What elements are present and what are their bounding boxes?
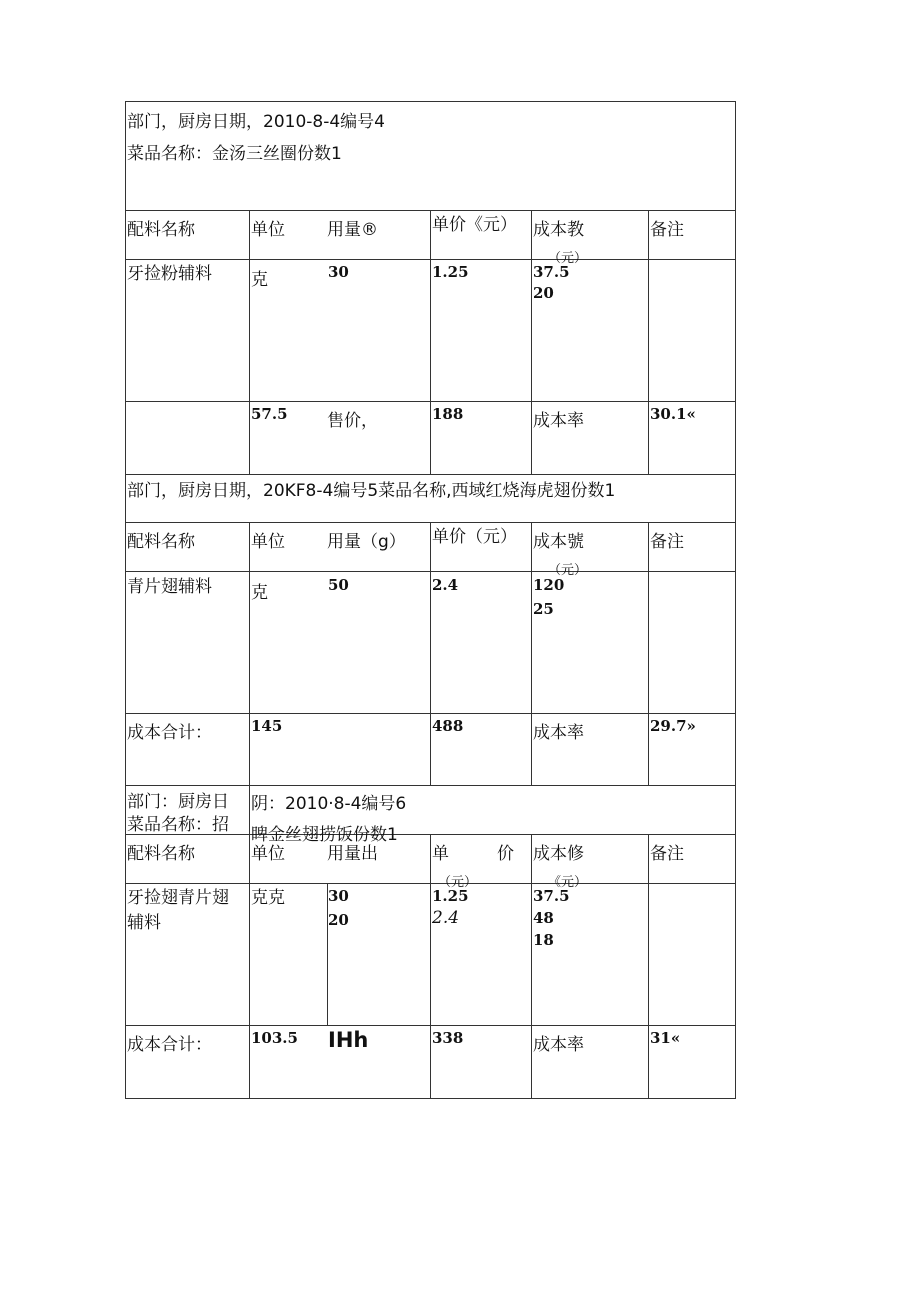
cost-rate-label: 成本率 xyxy=(533,723,584,743)
ingredient-price: 1.25 xyxy=(432,263,469,281)
col-divider xyxy=(430,522,431,785)
col-divider xyxy=(249,522,250,785)
ingredient-price-1: 1.25 xyxy=(432,887,469,905)
sale-price-value: 338 xyxy=(432,1029,464,1047)
cost-rate-label: 成本率 xyxy=(533,1035,584,1055)
sale-price-label: 售价， xyxy=(327,411,378,431)
col-divider xyxy=(531,522,532,785)
ingredient-cost-2: 48 xyxy=(533,909,554,927)
col-cost-overflow-text: 《元） xyxy=(548,875,588,890)
ingredient-unit: 克 xyxy=(251,583,268,603)
col-note-header: 备注 xyxy=(650,532,684,552)
section3-header-left-1: 部门：厨房日 xyxy=(127,792,229,812)
ingredient-cost-1: 37.5 xyxy=(533,263,570,281)
section2-header: 部门，厨房日期，20KF8-4编号5菜品名称,西域红烧海虎翅份数1 xyxy=(127,481,616,501)
row-divider xyxy=(125,474,736,475)
col-divider xyxy=(531,834,532,1098)
col-divider xyxy=(430,834,431,1098)
col-note-header: 备注 xyxy=(650,844,684,864)
sale-price-value: 488 xyxy=(432,717,464,735)
ingredient-name: 牙捡粉辅料 xyxy=(127,264,212,284)
ingredient-cost-1: 120 xyxy=(533,576,565,594)
col-price-header: 单价（元） xyxy=(432,527,517,547)
cost-rate-value: 30.1« xyxy=(650,405,696,423)
col-ingredient-header: 配料名称 xyxy=(127,220,195,240)
col-qty-header: 用量（g） xyxy=(327,532,406,552)
ingredient-qty: 50 xyxy=(328,576,349,594)
total-label: 成本合计： xyxy=(127,723,212,743)
col-price-header-1: 单 xyxy=(432,844,449,864)
ingredient-price: 2.4 xyxy=(432,576,459,594)
col-price-overflow-text: （元） xyxy=(438,875,478,890)
col-note-header: 备注 xyxy=(650,220,684,240)
ingredient-name-line2: 辅料 xyxy=(127,913,161,933)
total-label: 成本合计： xyxy=(127,1035,212,1055)
col-cost-overflow-text: （元） xyxy=(548,251,588,266)
col-divider xyxy=(249,210,250,474)
ingredient-qty-2: 20 xyxy=(328,911,349,929)
section3-header-left-2: 菜品名称：招 xyxy=(127,815,229,835)
col-divider xyxy=(648,522,649,785)
row-divider xyxy=(125,785,736,786)
col-unit-header: 单位 xyxy=(251,220,285,240)
ingredient-cost-1: 37.5 xyxy=(533,887,570,905)
ingredient-cost-2: 20 xyxy=(533,284,554,302)
cost-rate-value: 29.7» xyxy=(650,717,696,735)
ingredient-cost-2: 25 xyxy=(533,600,554,618)
cost-rate-value: 31« xyxy=(650,1029,681,1047)
total-cost-value: 57.5 xyxy=(251,405,288,423)
col-price-overflow xyxy=(438,875,498,890)
section3-header-right-1: 阴：2010·8-4编号6 xyxy=(251,794,407,814)
ingredient-price-2: 2.4 xyxy=(432,908,460,928)
total-cost-value: 103.5 xyxy=(251,1029,298,1047)
col-price-header: 单价《元） xyxy=(432,215,517,235)
sale-price-mark: IHh xyxy=(328,1028,369,1052)
col-price-header-2: 价 xyxy=(497,844,514,864)
col-cost-header: 成本號 xyxy=(533,532,584,552)
section1-header-line2: 菜品名称：金汤三丝圈份数1 xyxy=(127,144,342,164)
ingredient-qty: 30 xyxy=(328,263,349,281)
col-unit-header: 单位 xyxy=(251,844,285,864)
total-cost-value: 145 xyxy=(251,717,283,735)
col-cost-header: 成本教 xyxy=(533,220,584,240)
cost-rate-label: 成本率 xyxy=(533,411,584,431)
col-qty-header: 用量出 xyxy=(327,844,378,864)
section1-header-line1: 部门，厨房日期，2010-8-4编号4 xyxy=(127,112,385,132)
col-divider xyxy=(430,210,431,474)
sale-price-value: 188 xyxy=(432,405,464,423)
col-unit-header: 单位 xyxy=(251,532,285,552)
col-cost-overflow xyxy=(548,251,608,266)
ingredient-unit: 克克 xyxy=(251,888,285,908)
col-divider xyxy=(531,210,532,474)
ingredient-cost-3: 18 xyxy=(533,931,554,949)
col-cost-header: 成本修 xyxy=(533,844,584,864)
col-ingredient-header: 配料名称 xyxy=(127,532,195,552)
col-qty-header: 用量® xyxy=(327,220,378,240)
ingredient-unit: 克 xyxy=(251,270,268,290)
section3-header-right-2-clip xyxy=(249,818,549,845)
col-cost-overflow-text: （元） xyxy=(548,563,588,578)
col-ingredient-header: 配料名称 xyxy=(127,844,195,864)
col-divider xyxy=(648,834,649,1098)
col-cost-overflow xyxy=(548,875,608,890)
section3-header-right-2: 睥金丝翅捞饭份数1 xyxy=(251,825,398,845)
col-divider xyxy=(648,210,649,474)
ingredient-qty-1: 30 xyxy=(328,887,349,905)
col-cost-overflow xyxy=(548,563,608,578)
ingredient-name-line1: 牙捡翅青片翅 xyxy=(127,888,229,908)
ingredient-name: 青片翅辅料 xyxy=(127,577,212,597)
